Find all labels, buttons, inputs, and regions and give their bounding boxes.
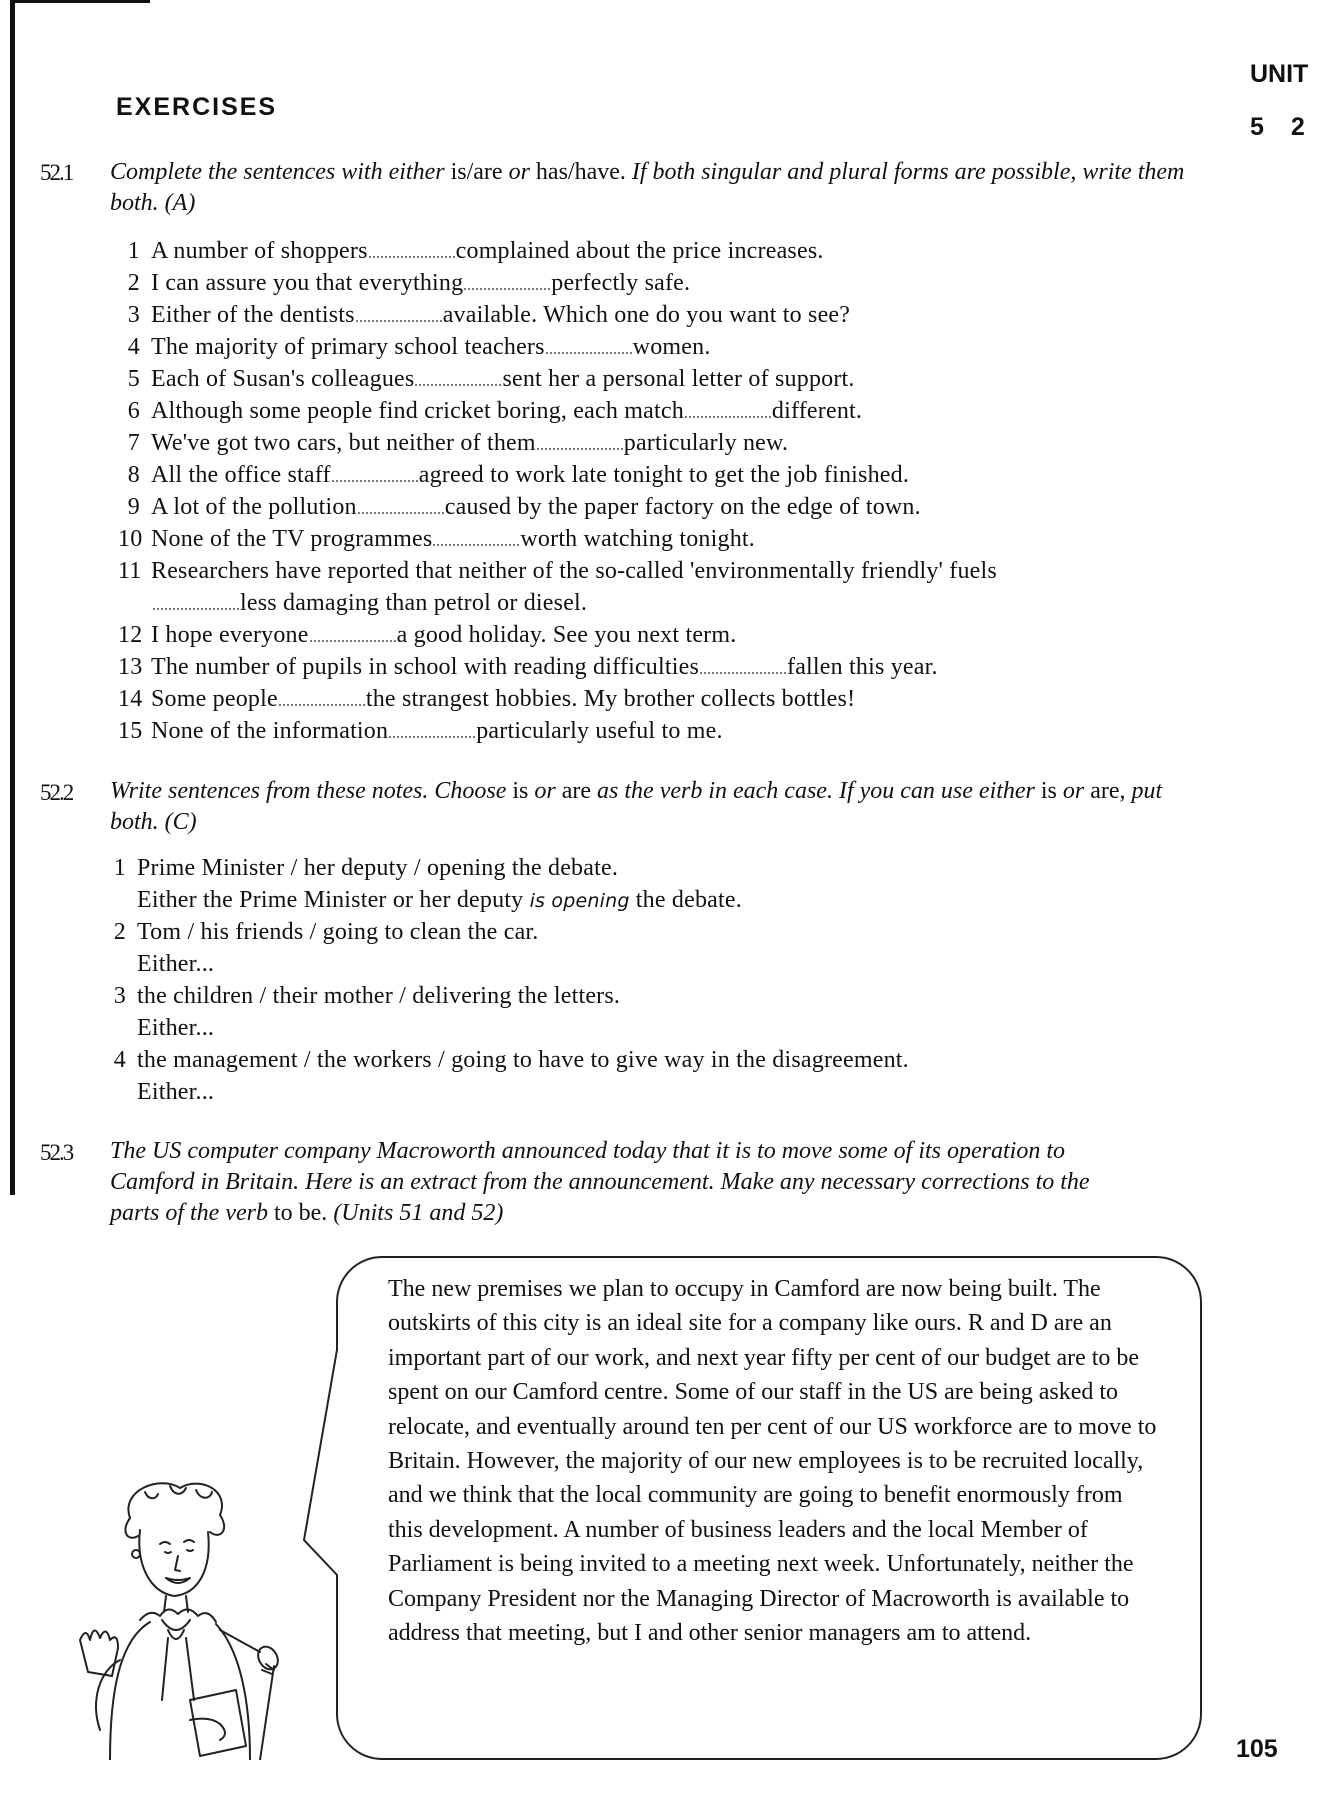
item-number: 4: [113, 1047, 126, 1073]
item-text: Researchers have reported that neither of the so-called 'environmentally friendly' fuels: [151, 558, 997, 584]
item-text: a good holiday. See you next term.: [396, 622, 737, 648]
item-text: Prime Minister / her deputy / opening the debate.: [137, 855, 619, 881]
item-text: The majority of primary school teachers: [151, 334, 545, 360]
top-rule: [10, 0, 150, 3]
item-text: the children / their mother / delivering the letters.: [137, 983, 621, 1009]
item-text: women.: [632, 334, 711, 360]
item-number: 3: [113, 983, 126, 1009]
exercise-item: [118, 526, 755, 553]
instruction-text: If both singular and plural forms are possible, write them both. (A): [110, 159, 1185, 216]
announcement-text: The new premises we plan to occupy in Camford are now being built. The outskirts of this city is an ideal site for a company like ours. R and D are an important part of our work, and next year fifty per cent of our budget are to be spent on our Camford centre. Some of our staff in the US are being asked to relocate, and eventually around ten per cent of our US workforce are to move to Britain. However, the majority of our new employees is to be recruited locally, and we think that the local community are going to benefit enormously from this development. A number of business leaders and the local Member of Parliament is being invited to a meeting next week. Unfortunately, neither the Company President nor the Managing Director of Macroworth is available to address that meeting, but I and other senior managers am to attend.: [388, 1276, 1157, 1647]
exercise-instruction: [110, 1136, 1110, 1229]
page-number: 105: [1236, 1735, 1278, 1763]
item-number: 2: [127, 270, 140, 296]
exercise-item: [110, 1047, 909, 1074]
item-text: Although some people find cricket boring, each match: [151, 398, 684, 424]
exercise-item: [118, 686, 855, 713]
exercise-item: [118, 462, 909, 489]
item-number: 14: [118, 686, 143, 712]
item-text: A lot of the pollution: [151, 494, 357, 520]
item-number: 12: [118, 622, 143, 648]
exercise-item: [110, 855, 618, 882]
exercise-item: [118, 430, 788, 457]
item-number: 9: [127, 494, 140, 520]
item-text: available. Which one do you want to see?: [442, 302, 851, 328]
item-text: perfectly safe.: [551, 270, 691, 296]
instruction-text: (Units 51 and 52): [333, 1200, 504, 1226]
instruction-keyword: is: [1040, 778, 1057, 804]
item-text: particularly useful to me.: [476, 718, 723, 744]
instruction-keyword: are: [561, 778, 592, 804]
answer-gap[interactable]: [310, 626, 396, 642]
answer-gap[interactable]: [358, 498, 444, 514]
item-text: different.: [771, 398, 863, 424]
item-number: 1: [127, 238, 140, 264]
answer-gap[interactable]: [415, 370, 501, 386]
item-text: Either the Prime Minister or her deputy: [137, 887, 524, 913]
item-number: 15: [118, 718, 143, 744]
answer-gap[interactable]: [279, 690, 365, 706]
unit-number: 5 2: [1250, 113, 1315, 141]
answer-gap[interactable]: [332, 466, 418, 482]
example-answer: [137, 887, 742, 914]
instruction-text: or: [508, 159, 530, 185]
exercise-instruction: [110, 776, 1200, 838]
answer-gap[interactable]: [685, 402, 771, 418]
item-text: particularly new.: [623, 430, 789, 456]
item-number: 10: [118, 526, 143, 552]
instruction-keyword: are,: [1090, 778, 1126, 804]
instruction-keyword: is: [512, 778, 529, 804]
item-text: Either...: [137, 1079, 215, 1105]
exercise-item: [118, 238, 824, 265]
exercise-item: [118, 718, 723, 745]
item-text: the strangest hobbies. My brother collects bottles!: [365, 686, 856, 712]
item-text: the management / the workers / going to have to give way in the disagreement.: [137, 1047, 909, 1073]
instruction-text: put both. (C): [110, 778, 1163, 835]
exercise-item: [118, 366, 855, 393]
exercise-number: 52.3: [40, 1140, 73, 1165]
answer-gap[interactable]: [389, 722, 475, 738]
exercise-item: [110, 983, 620, 1010]
exercise-item: [118, 398, 862, 425]
exercise-item: [118, 558, 997, 585]
unit-label: UNIT: [1250, 60, 1309, 88]
instruction-text: Complete the sentences with either: [110, 159, 445, 185]
instruction-text: Write sentences from these notes. Choose: [110, 778, 507, 804]
item-text: Tom / his friends / going to clean the car.: [137, 919, 539, 945]
answer-gap[interactable]: [153, 594, 239, 610]
item-text: worth watching tonight.: [520, 526, 755, 552]
handwritten-answer: is opening: [529, 890, 630, 912]
item-text: sent her a personal letter of support.: [502, 366, 855, 392]
item-text: the debate.: [635, 887, 742, 913]
exercise-number: 52.2: [40, 780, 73, 805]
answer-gap[interactable]: [537, 434, 623, 450]
answer-gap[interactable]: [356, 306, 442, 322]
exercise-item-continuation: [152, 590, 587, 617]
item-text: Either...: [137, 951, 215, 977]
item-number: 7: [127, 430, 140, 456]
item-text: less damaging than petrol or diesel.: [240, 590, 588, 616]
exercise-item: [118, 334, 711, 361]
item-text: Some people: [151, 686, 278, 712]
instruction-keyword: to be.: [273, 1200, 328, 1226]
answer-gap[interactable]: [433, 530, 519, 546]
answer-gap[interactable]: [700, 658, 786, 674]
answer-gap[interactable]: [546, 338, 632, 354]
instruction-text: or: [1062, 778, 1085, 804]
item-number: 6: [127, 398, 140, 424]
answer-gap[interactable]: [369, 242, 455, 258]
item-text: None of the information: [151, 718, 389, 744]
item-text: Each of Susan's colleagues: [151, 366, 415, 392]
item-text: I can assure you that everything: [151, 270, 464, 296]
exercise-item: [118, 654, 938, 681]
item-number: 2: [113, 919, 126, 945]
item-text: We've got two cars, but neither of them: [151, 430, 536, 456]
item-text: None of the TV programmes: [151, 526, 433, 552]
item-text: Either of the dentists: [151, 302, 355, 328]
item-text: caused by the paper factory on the edge of town.: [444, 494, 921, 520]
answer-line[interactable]: [137, 1079, 214, 1106]
answer-line[interactable]: [137, 951, 214, 978]
exercise-item: [110, 919, 539, 946]
item-number: 8: [127, 462, 140, 488]
item-text: I hope everyone: [151, 622, 309, 648]
item-text: All the office staff: [151, 462, 331, 488]
item-text: fallen this year.: [787, 654, 938, 680]
item-text: A number of shoppers: [151, 238, 368, 264]
answer-line[interactable]: [137, 1015, 214, 1042]
instruction-keyword: is/are: [450, 159, 503, 185]
exercise-item: [118, 302, 850, 329]
instruction-keyword: has/have.: [535, 159, 626, 185]
exercise-item: [118, 622, 736, 649]
instruction-text: as the verb in each case. If you can use either: [597, 778, 1035, 804]
answer-gap[interactable]: [464, 274, 550, 290]
item-text: agreed to work late tonight to get the job finished.: [418, 462, 910, 488]
margin-rule: [10, 0, 15, 1195]
item-number: 4: [127, 334, 140, 360]
exercise-instruction: [110, 157, 1190, 219]
item-number: 11: [118, 558, 142, 584]
exercise-item: [118, 494, 921, 521]
item-text: The number of pupils in school with reading difficulties: [151, 654, 699, 680]
exercise-number: 52.1: [40, 160, 73, 185]
item-number: 5: [127, 366, 140, 392]
item-number: 3: [127, 302, 140, 328]
item-text: Either...: [137, 1015, 215, 1041]
page-title: EXERCISES: [116, 93, 278, 121]
item-text: complained about the price increases.: [455, 238, 824, 264]
instruction-text: or: [534, 778, 556, 804]
instruction-text: The US computer company Macroworth announced today that it is to move some of its operation to Camford in Britain. Here is an extract from the announcement. Make any necessary corrections to the parts of the verb: [110, 1138, 1090, 1226]
speaker-illustration: [70, 1470, 350, 1760]
item-number: 1: [113, 855, 126, 881]
item-number: 13: [118, 654, 143, 680]
exercise-item: [118, 270, 690, 297]
